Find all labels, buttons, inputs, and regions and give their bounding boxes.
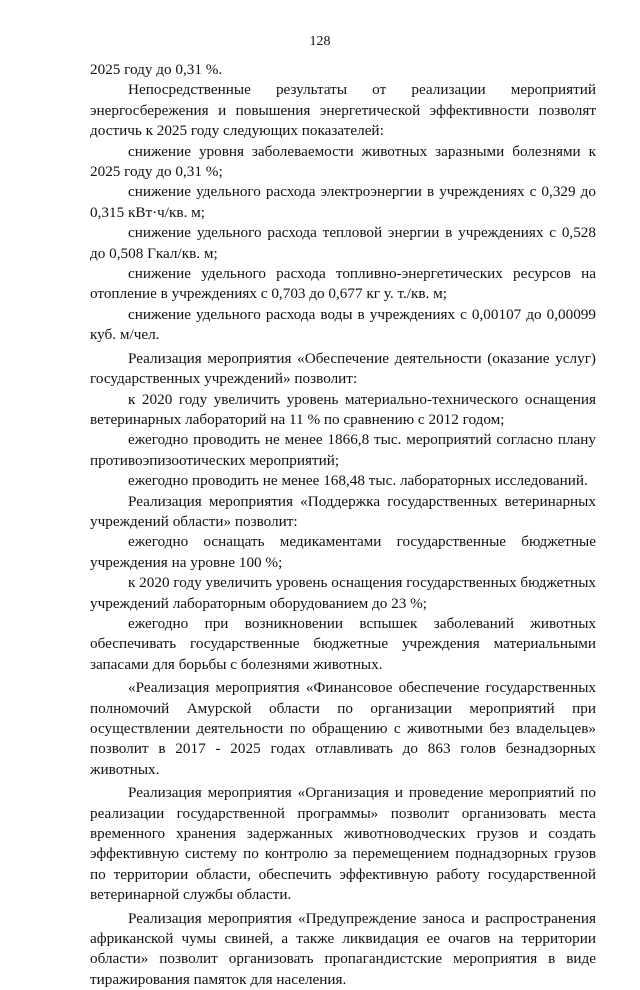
paragraph: снижение удельного расхода воды в учреждениях с 0,00107 до 0,00099 куб. м/чел. bbox=[90, 305, 596, 344]
paragraph: ежегодно при возникновении вспышек заболеваний животных обеспечивать государственные бюджетные учреждения материальными запасами для борьбы с болезнями животных. bbox=[90, 614, 596, 673]
paragraph: снижение уровня заболеваемости животных заразными болезнями к 2025 году до 0,31 %; bbox=[90, 142, 596, 181]
paragraph: Реализация мероприятия «Предупреждение заноса и распространения африканской чумы свиней, а также ликвидация ее очагов на территории области» позволит организовать пропагандистские мероприятия в виде тиражирования памяток для населения. bbox=[90, 909, 596, 988]
paragraph: к 2020 году увеличить уровень материально-технического оснащения ветеринарных лабораторий на 11 % по сравнению с 2012 годом; bbox=[90, 390, 596, 428]
document-body bbox=[90, 60, 596, 990]
paragraph: ежегодно проводить не менее 1866,8 тыс. мероприятий согласно плану противоэпизоотических мероприятий; bbox=[90, 431, 596, 469]
paragraph: Непосредственные результаты от реализации мероприятий энергосбережения и повышения энергетической эффективности позволят достичь к 2025 году следующих показателей: bbox=[90, 81, 596, 140]
paragraph: ежегодно проводить не менее 168,48 тыс. лабораторных исследований. bbox=[128, 472, 588, 490]
paragraph: к 2020 году увеличить уровень оснащения государственных бюджетных учреждений лабораторным оборудованием до 23 %; bbox=[90, 574, 596, 612]
paragraph: «Реализация мероприятия «Финансовое обеспечение государственных полномочий Амурской области по организации мероприятий при осуществлении деятельности по обращению с животными без владельцев» позволит в 2017 - 2025 годах отлавливать до 863 голов безнадзорных животных. bbox=[90, 679, 596, 778]
paragraph: снижение удельного расхода электроэнергии в учреждениях с 0,329 до 0,315 кВт·ч/кв. м; bbox=[90, 183, 596, 221]
paragraph: снижение удельного расхода топливно-энергетических ресурсов на отопление в учреждениях с 0,703 до 0,677 кг у. т./кв. м; bbox=[90, 265, 596, 303]
paragraph: 2025 году до 0,31 %. bbox=[90, 61, 223, 78]
paragraph: ежегодно оснащать медикаментами государственные бюджетные учреждения на уровне 100 %; bbox=[90, 533, 596, 571]
paragraph: Реализация мероприятия «Организация и проведение мероприятий по реализации государственной программы» позволит организовать места временного хранения задержанных животноводческих грузов и создать эффективную систему по контролю за перемещением поднадзорных грузов по территории области, обеспечить эффективную работу государственной ветеринарной службы области. bbox=[90, 784, 596, 904]
paragraph: снижение удельного расхода тепловой энергии в учреждениях с 0,528 до 0,508 Гкал/кв. м; bbox=[90, 224, 596, 262]
page-number: 128 bbox=[309, 34, 331, 49]
paragraph: Реализация мероприятия «Поддержка государственных ветеринарных учреждений области» позволит: bbox=[90, 492, 596, 530]
paragraph: Реализация мероприятия «Обеспечение деятельности (оказание услуг) государственных учреждений» позволит: bbox=[90, 349, 596, 388]
